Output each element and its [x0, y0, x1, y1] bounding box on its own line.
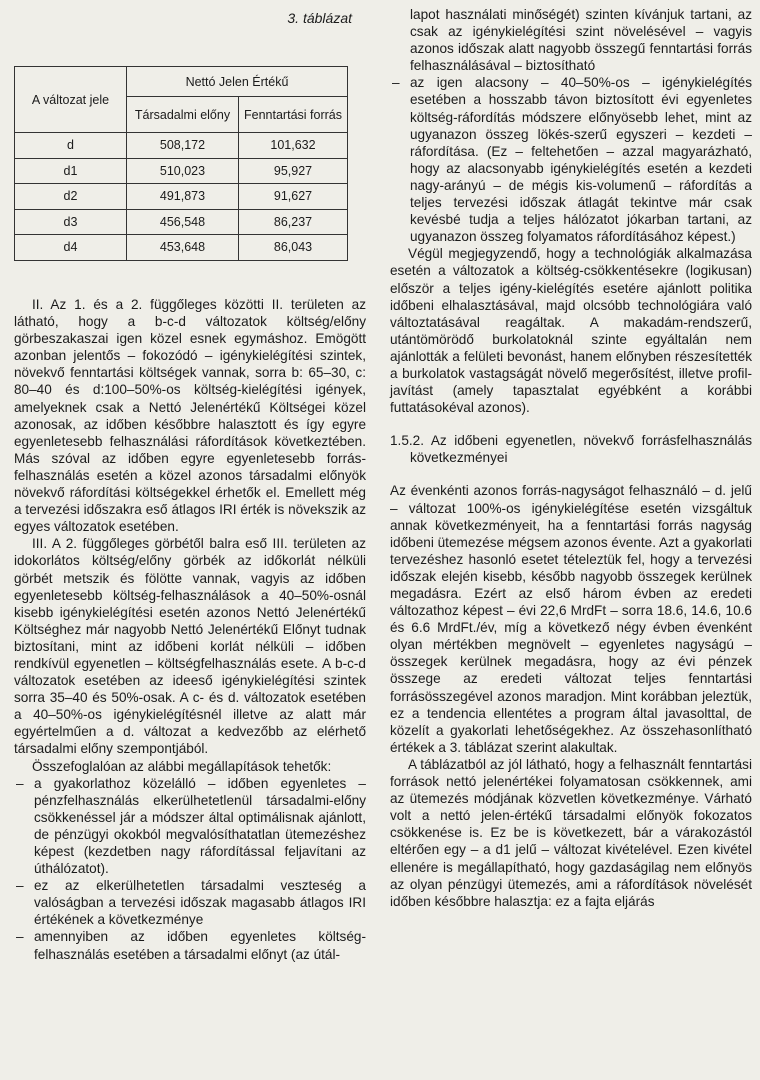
list-item-continued: lapot használati minőségét) szinten kívánjuk tartani, az csak az igénykielégítési szint növelésével – vagyis azonos időszak alatt nagyobb összegű fenntartási forrás felhasználásával – biztosítható	[410, 7, 752, 74]
table-row	[15, 235, 348, 261]
row-header-cell: A változat jele	[15, 67, 127, 133]
summary-list-continued	[390, 74, 752, 245]
table-row	[15, 158, 348, 184]
right-column	[390, 6, 752, 910]
paragraph-technology: Végül megjegyzendő, hogy a technológiák alkalmazása esetén a változatok a költség-csökkentésekre (logikusan) először a teljes igény-kielégítés esetére ajánlott politika időbeni elhalasztásával, majd olcsóbb technológiára való változtatásával reagáltak. A makadám-rendszerű, utántömörödő burkolatoknál szinte egyáltalán nem ajánlották a felületi bevonást, hanem előnyben részesítették a burkolatok vastagságát növelő megerősítést, illetve profil-javítást (amely tapasztalat egyébként a korábbi futtatásokéval azonos).	[390, 246, 752, 416]
paragraph-uneven-funding: Az évenkénti azonos forrás-nagyságot felhasználó – d. jelű – változat 100%-os igénykielégítése esetén vizsgáltuk annak következményeit, ha a fenntartási forrás nagyság időbeni ütemezése mégsem azonos évente. Azt a gyakorlati tervezéshez hasonló esetet tételeztük fel, hogy a tervezési időszak elején kisebb, később nagyobb összegek kerülnek megadásra. Ezért az első három évben az eredeti változathoz képest – évi 22,6 MrdFt – sorra 18.6, 14.6, 10.6 és 6.6 MrdFt./év, míg a következő négy évben évenként olyan mértékben megnövelt – egyenletes nagyságú – összegek kerülnek megadásra, hogy az évi pénzek összege az eredeti változat teljes fenntartási forrásösszegével azonos maradjon. Mint korábban jeleztük, ez a tendencia ellentétes a program által javasolttal, de közelít a gyakorlati lehetőségekhez. Az összehasonlítható értékek a 3. táblázat szerint alakultak.	[390, 483, 752, 755]
group-header-cell: Nettó Jelen Értékű	[127, 67, 348, 97]
table-caption: 3. táblázat	[287, 10, 352, 26]
variant-name: d2	[15, 184, 127, 210]
maintenance-value: 101,632	[239, 133, 348, 159]
list-item: – ez az elkerülhetetlen társadalmi veszteség a valóságban a tervezési időszak magasabb átlagos IRI értékének a következménye	[14, 877, 366, 928]
variant-name: d	[15, 133, 127, 159]
left-column	[14, 296, 366, 963]
data-table	[14, 66, 348, 261]
summary-list	[14, 775, 366, 963]
table-row	[15, 133, 348, 159]
summary-intro: Összefoglalóan az alábbi megállapítások tehetők:	[32, 758, 332, 774]
col-header-maintenance: Fenntartási forrás	[239, 97, 348, 133]
benefit-value: 491,873	[127, 184, 239, 210]
paragraph-area-iii: III. A 2. függőleges görbétől balra eső III. területen az idokorlátos költség/előny görbék az időkorlát nélküli görbét metszik és fölötte vannak, vagyis az időben egyenletesebb költség-felhasználások a 40–50%-osnál kisebb igénykielégítési esetén azonos Nettó Jelenértékű Költséghez már nagyobb Nettó Jelenértékű Előnyt tudnak biztosítani, mint az időbeni korlát nélküli – időben rendkívül egyenetlen – költségfelhasználás esete. A b-c-d változatok esetében az ideeső igénykielégítési szintek sorra 35–40 és 50%-osak. A c- és d. változatok esetében a 40–50%-os igénykielégítésnél illetve az alatt már egyértelműen a d. változat a kedvezőbb az elérhető társadalmi előny szempontjából.	[14, 536, 366, 757]
benefit-value: 456,548	[127, 209, 239, 235]
col-header-social-benefit: Társadalmi előny	[127, 97, 239, 133]
benefit-value: 453,648	[127, 235, 239, 261]
paragraph-area-ii: II. Az 1. és a 2. függőleges közötti II. területen az látható, hogy a b-c-d változatok költség/előny görbeszakaszai igen közel esnek egymáshoz. Emögött azonban jelentős – fokozódó – igénykielégítési szintek, növekvő fenntartási költségek vannak, sorra b: 65–30, c: 80–40 és d:100–50%-os költség-kielégítési igények, amelyeknek csak a Nettó Jelenértékű Költségei közel azonosak, az időben későbbre halasztott és így egyre egyenletesebb felhasználási ráfordítások következtében. Más szóval az időben egyre egyenletesebb forrás-felhasználás esetén a közel azonos társadalmi előnyök növekvő ráfordítási költségekkel érhetők el. Emellett még a tervezési időszakra eső átlagos IRI érték is növekszik az egyes változatok esetében.	[14, 297, 366, 535]
variant-name: d3	[15, 209, 127, 235]
variant-name: d1	[15, 158, 127, 184]
list-item: – az igen alacsony – 40–50%-os – igénykielégítés esetében a hosszabb távon biztosított évi egyenletes költség-ráfordítás módszere előnyösebb lehet, mint az ugyanazon összeg lökés-szerű egyszeri – kezdeti – ráfordítása. (Ez – feltehetően – azzal magyarázható, hogy az alacsonyabb igénykielégítés esetén a kezdeti nagy-arányú – de mégis kis-volumenű – ráfordítás a teljes tervezési időszak átlagát tekintve már csak kevésbé tudja a teljes hálózatot jókarban tartani, az ugyanazon összeg folyamatos ráfordításához képest.)	[390, 74, 752, 245]
list-item: – amennyiben az időben egyenletes költség-felhasználás esetében a társadalmi előnyt (az útál-	[14, 928, 366, 962]
table-row	[15, 184, 348, 210]
maintenance-value: 95,927	[239, 158, 348, 184]
list-item: – a gyakorlathoz közelálló – időben egyenletes – pénzfelhasználás elkerülhetetlenül társadalmi-előny csökkenéssel jár a módszer által optimálisnak ajánlott, de pénzügyi okokból megvalósíthatatlan ütemezéshez képest (kezdetben nagy ráfordítással feljavítani az úthálózatot).	[14, 775, 366, 878]
maintenance-value: 86,043	[239, 235, 348, 261]
maintenance-value: 91,627	[239, 184, 348, 210]
maintenance-value: 86,237	[239, 209, 348, 235]
table-row	[15, 209, 348, 235]
benefit-value: 510,023	[127, 158, 239, 184]
section-heading: 1.5.2. Az időbeni egyenetlen, növekvő forrásfelhasználás következményei	[390, 433, 752, 466]
benefit-value: 508,172	[127, 133, 239, 159]
variant-name: d4	[15, 235, 127, 261]
paragraph-table-analysis: A táblázatból az jól látható, hogy a felhasznált fenntartási források nettó jelenértékei folyamatosan csökkennek, ami az ütemezés módjának közvetlen következménye. Várható volt a nettó jelen-értékű társadalmi előnyök fokozatos csökkenése is. Ez be is következett, bár a várakozástól eltérően egy – a d1 jelű – változat kivételével. Ezen kivétel ellenére is megállapítható, hogy gazdaságilag nem előnyös az olyan pénzügyi ütemezés, ami a ráfordítások növelését időben későbbre halasztja: ez a fajta eljárás	[390, 756, 752, 909]
